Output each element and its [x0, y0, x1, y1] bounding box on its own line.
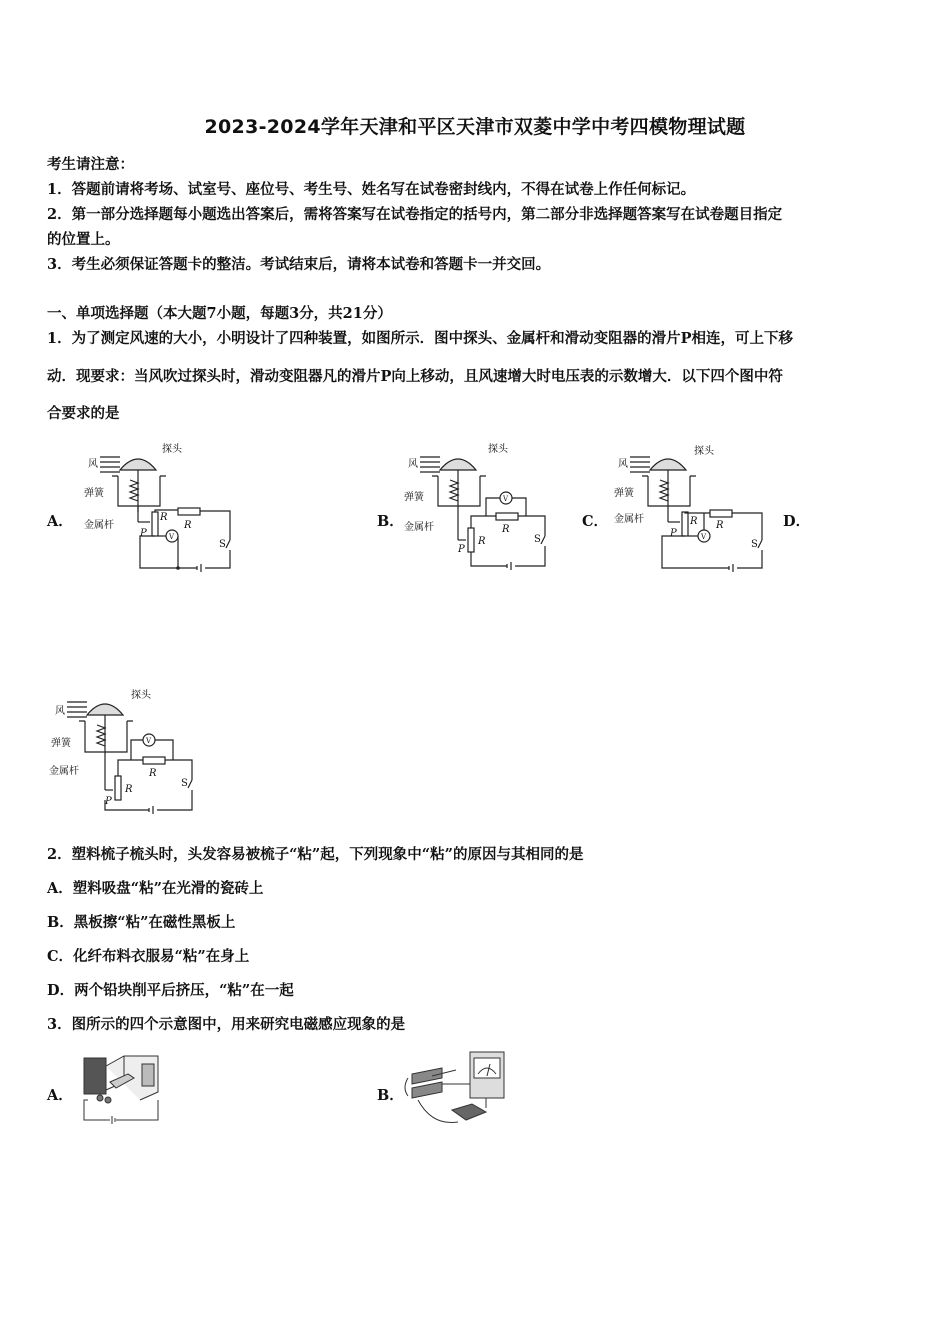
q1-option-d-label: D． — [783, 513, 811, 530]
label-spring-c: 弹簧 — [614, 488, 634, 499]
label-r2-c: R — [690, 516, 698, 527]
label-voltmeter-b: V — [503, 495, 509, 503]
label-r2: R — [160, 512, 168, 523]
q3-figure-b — [402, 1048, 512, 1132]
q3-stem: 3．图所示的四个示意图中，用来研究电磁感应现象的是 — [47, 1016, 406, 1033]
q2-option-d: D．两个铅块削平后挤压，“粘”在一起 — [47, 982, 294, 999]
label-voltmeter: V — [169, 533, 175, 541]
label-probe: 探头 — [162, 444, 182, 455]
label-p: P — [140, 528, 147, 539]
q1-option-c-label: C． — [582, 513, 609, 530]
label-rod-d: 金属杆 — [49, 766, 79, 777]
notice-item-2: 2．第一部分选择题每小题选出答案后，需将答案写在试卷指定的括号内，第二部分非选择题答案写在试卷题目指定 — [47, 206, 783, 223]
q3-figure-a — [80, 1052, 172, 1126]
label-rod: 金属杆 — [84, 520, 114, 531]
label-rod-b: 金属杆 — [404, 522, 434, 533]
notice-heading: 考生请注意： — [47, 156, 134, 173]
q2-option-b: B．黑板擦“粘”在磁性黑板上 — [47, 914, 236, 931]
q2-option-a: A．塑料吸盘“粘”在光滑的瓷砖上 — [47, 880, 264, 897]
page-title: 2023-2024学年天津和平区天津市双菱中学中考四模物理试题 — [204, 116, 746, 138]
label-wind-c: 风 — [618, 459, 628, 470]
label-spring: 弹簧 — [84, 488, 104, 499]
label-p-c: P — [670, 528, 677, 539]
label-switch-d: S — [181, 778, 188, 789]
q2-option-c: C．化纤布料衣服易“粘”在身上 — [47, 948, 250, 965]
label-r2-b: R — [478, 536, 486, 547]
q3-option-a-label: A． — [47, 1087, 73, 1104]
section-heading: 一、单项选择题（本大题7小题，每题3分，共21分） — [47, 305, 392, 322]
label-wind-d: 风 — [55, 706, 65, 717]
notice-item-2-cont: 的位置上。 — [47, 231, 120, 248]
label-spring-d: 弹簧 — [51, 738, 71, 749]
label-probe-c: 探头 — [694, 446, 714, 457]
label-rod-c: 金属杆 — [614, 514, 644, 525]
q1-option-b-label: B． — [377, 513, 404, 530]
label-switch-b: S — [534, 534, 541, 545]
q1-figure-d — [47, 680, 217, 825]
label-r1: R — [184, 520, 192, 531]
q2-stem: 2．塑料梳子梳头时，头发容易被梳子“粘”起，下列现象中“粘”的原因与其相同的是 — [47, 846, 584, 863]
label-probe-b: 探头 — [488, 444, 508, 455]
label-p-b: P — [458, 544, 465, 555]
label-spring-b: 弹簧 — [404, 492, 424, 503]
label-switch-c: S — [751, 539, 758, 550]
notice-item-3: 3．考生必须保证答题卡的整洁。考试结束后，请将本试卷和答题卡一并交回。 — [47, 256, 551, 273]
notice-item-1: 1．答题前请将考场、试室号、座位号、考生号、姓名写在试卷密封线内，不得在试卷上作任何标记。 — [47, 181, 696, 198]
label-voltmeter-c: V — [701, 533, 707, 541]
label-r2-d: R — [125, 784, 133, 795]
q1-stem-line-1: 1．为了测定风速的大小，小明设计了四种装置，如图所示．图中探头、金属杆和滑动变阻器的滑片P相连，可上下移 — [47, 330, 793, 347]
label-voltmeter-d: V — [146, 737, 152, 745]
q1-figure-c — [610, 440, 780, 580]
label-switch: S — [219, 539, 226, 550]
q1-option-a-label: A． — [47, 513, 73, 530]
label-r1-c: R — [716, 520, 724, 531]
label-r1-d: R — [149, 768, 157, 779]
label-p-d: P — [105, 796, 112, 807]
label-probe-d: 探头 — [131, 690, 151, 701]
q1-figure-a — [80, 440, 250, 580]
q1-stem-line-2: 动．现要求：当风吹过探头时，滑动变阻器凡的滑片P向上移动，且风速增大时电压表的示数增大．以下四个图中符 — [47, 368, 783, 385]
q1-figure-b — [400, 440, 560, 585]
label-r1-b: R — [502, 524, 510, 535]
q1-stem-line-3: 合要求的是 — [47, 405, 120, 422]
q3-option-b-label: B． — [377, 1087, 404, 1104]
label-wind-b: 风 — [408, 459, 418, 470]
label-wind: 风 — [88, 459, 98, 470]
